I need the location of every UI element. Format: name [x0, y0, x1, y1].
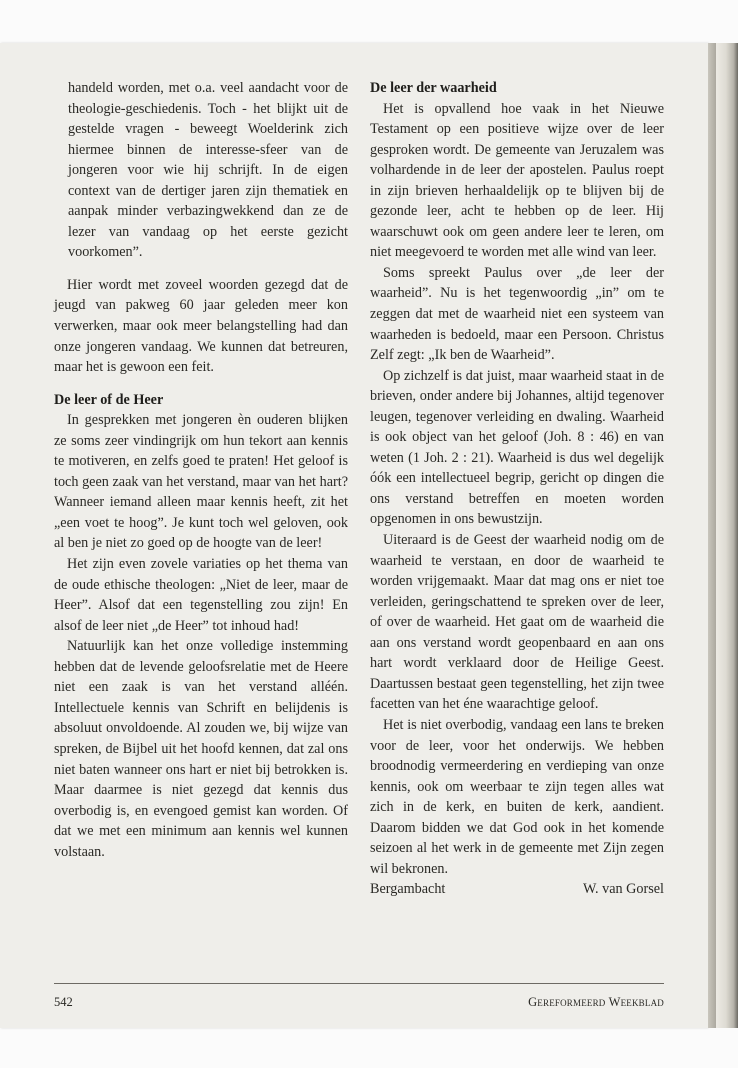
- paragraph-7: Op zichzelf is dat juist, maar waarheid staat in de brieven, onder andere bij Johannes, altijd tegenover leugen, tegenover verleiding en dwaling. Waarheid is ook object van het geloof (Joh. 8 : 46) en van weten (1 Joh. 2 : 21). Waarheid is dus wel degelijk óók een intellectueel begrip, gericht op dingen die ons verstand betreffen en moeten worden opgenomen in ons bewustzijn.: [370, 367, 664, 528]
- page-number: 542: [54, 995, 73, 1009]
- left-column: [54, 78, 348, 862]
- paragraph-5: Het is opvallend hoe vaak in het Nieuwe Testament op een positieve wijze over de leer gesproken wordt. De gemeente van Jeruzalem was volhardende in de leer der apostelen. Paulus roept in zijn brieven herhaaldelijk op te blijven bij de gezonde leer, acht te hebben op de leer. Hij waarschuwt ook om geen andere leer te leren, om niet meegevoerd te worden met alle wind van leer.: [370, 100, 664, 261]
- paragraph-4: Natuurlijk kan het onze volledige instemming hebben dat de levende geloofsrelatie met de Heere niet een zaak is van het verstand alléén. Intellectuele kennis van Schrift en belijdenis is absoluut onvoldoende. Al zouden we, bij wijze van spreken, de Bijbel uit het hoofd kennen, dat zal ons niet baten wanneer ons hart er niet bij betrokken is. Maar daarmee is niet gezegd dat kennis dus overbodig is, en evengoed gemist kan worden. Of dat we met een minimum aan kennis wel kunnen volstaan.: [54, 638, 348, 860]
- signature-line: [370, 879, 664, 900]
- paragraph-6: Soms spreekt Paulus over „de leer der waarheid”. Nu is het tegenwoordig „in” om te zeggen dat met de waarheid niet een systeem van waarheden is bedoeld, maar een Persoon. Christus Zelf zegt: „Ik ben de Waarheid”.: [370, 264, 664, 364]
- heading-leer-of-heer: De leer of de Heer: [54, 391, 164, 408]
- right-column: [370, 78, 664, 900]
- paragraph-3: Het zijn even zovele variaties op het thema van de oude ethische theologen: „Niet de leer, maar de Heer”. Alsof dat een tegenstelling zou zijn! En alsof de leer niet „de Heer” tot inhoud had!: [54, 556, 348, 634]
- footer-rule: [54, 983, 664, 984]
- paragraph-2: In gesprekken met jongeren èn ouderen blijken ze soms zeer vindingrijk om hun tekort aan kennis te motiveren, en zelfs goed te praten! Het geloof is toch geen zaak van het verstand, maar van het hart? Wanneer iemand alleen maar kennis heeft, zit het „een voet te hoog”. Je kunt toch wel geloven, ook al ben je niet zo goed op de hoogte van de leer!: [54, 412, 348, 552]
- author-name: W. van Gorsel: [582, 881, 664, 898]
- paragraph-8: Uiteraard is de Geest der waarheid nodig om de waarheid te verstaan, en door de waarheid te worden vrijgemaakt. Maar dat mag ons er niet toe verleiden, geringschattend te spreken over de leer, of over de waarheid. Het gaat om de waarheid die aan ons verstand wordt geopenbaard en aan ons hart wordt verklaard door de Heilige Geest. Daartussen bestaat geen tegenstelling, het zijn twee facetten van het éne waarachtige geloof.: [370, 532, 664, 713]
- heading-leer-der-waarheid: De leer der waarheid: [370, 80, 497, 96]
- place-name: Bergambacht: [370, 881, 446, 898]
- paragraph-9: Het is niet overbodig, vandaag een lans te breken voor de leer, voor het onderwijs. We hebben broodnodig vermeerdering en verdieping van onze kennis, ook om weerbaar te zijn tegen alles wat zich in de kerk, en buiten de kerk, aandient. Daarom bidden we dat God ook in het komende seizoen al het werk in de gemeente met Zijn zegen wil bekronen.: [370, 716, 664, 877]
- publication-title: Gereformeerd Weekblad: [528, 995, 664, 1009]
- paragraph-1: Hier wordt met zoveel woorden gezegd dat de jeugd van pakweg 60 jaar geleden meer kon verwerken, maar ook meer belangstelling had dan onze jongeren vandaag. We kunnen dat betreuren, maar het is gewoon een feit.: [54, 276, 348, 376]
- intro-quote: handeld worden, met o.a. veel aandacht voor de theologie-geschiedenis. Toch - het blijkt uit de gestelde vragen - beweegt Woelderink zich hiermee binnen de interesse-sfeer van de jongeren voor wie hij schrijft. In de eigen context van de dertiger jaren zijn thematiek en aanpak minder verbazingwekkend dan ze de lezer van vandaag op het eerste gezicht voorkomen”.: [68, 80, 348, 261]
- next-page-edge: [716, 43, 738, 1028]
